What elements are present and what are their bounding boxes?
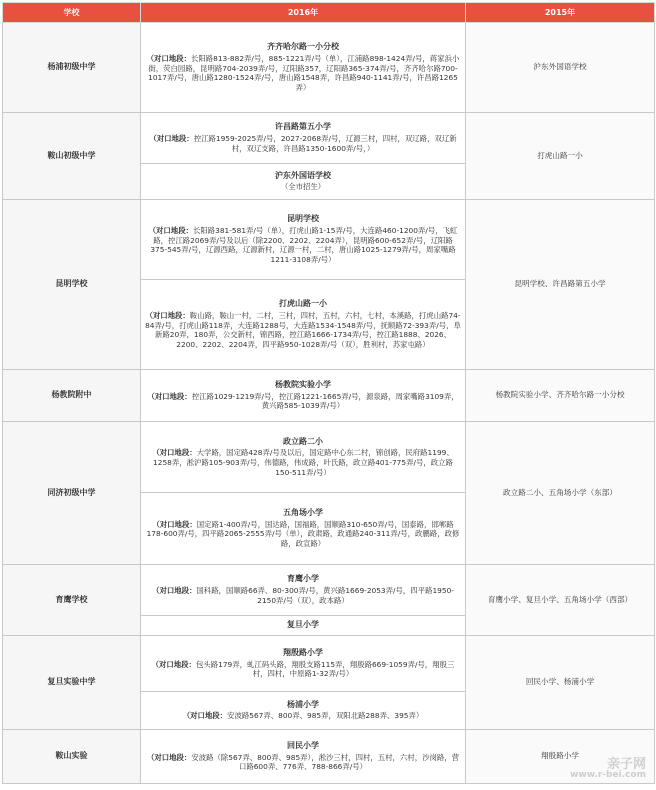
school-2015: 杨教院实验小学、齐齐哈尔路一小分校 (466, 370, 655, 422)
table-row (3, 113, 655, 164)
primary-school-name: 昆明学校 (145, 214, 461, 225)
school-2015: 翔殷路小学 (466, 730, 655, 784)
assigned-primary-block (141, 164, 466, 200)
primary-school-name: 育鹰小学 (145, 574, 461, 585)
assigned-primary-block (141, 730, 466, 784)
district-text: 包头路179弄，虬江码头路，翔殷支路115弄，翔殷路669-1059弄/号，翔殷三村，四村，中原路1-32弄/号） (196, 660, 454, 679)
school-name: 杨浦初级中学 (3, 23, 141, 113)
school-2015: 政立路二小、五角场小学（东部） (466, 422, 655, 565)
primary-school-name: 打虎山路一小 (145, 299, 461, 310)
watermark-line1: 亲子网 (570, 758, 646, 771)
school-name: 鞍山实验 (3, 730, 141, 784)
assigned-primary-block (141, 23, 466, 113)
school-name: 杨教院附中 (3, 370, 141, 422)
district-text: 国科路，国顺路66弄、80-300弄/号，黄兴路1669-2053弄/号，四平路1950-2150弄/号（双），政本路） (196, 586, 454, 605)
school-2015: 沪东外国语学校 (466, 23, 655, 113)
header-school: 学校 (3, 3, 141, 23)
district-label: （对口地段： (149, 226, 193, 235)
header-2015: 2015年 (466, 3, 655, 23)
district-label: （对口地段： (145, 311, 189, 320)
assigned-primary-block (141, 636, 466, 692)
school-name: 复旦实验中学 (3, 636, 141, 730)
district-text: 控江路1959-2025弄/号，2027-2068弄/号，辽源三村，四村，双辽路，双辽新村，双辽支路，许昌路1350-1600弄/号，） (194, 134, 457, 153)
district-label: （对口地段： (147, 54, 191, 63)
primary-school-name: 杨浦小学 (145, 700, 461, 711)
district-text: 长阳路381-581弄/号（单），打虎山路1-15弄/号，大连路460-1200弄/号，飞虹路，控江路2069弄/号及以后（除2200、2202、2204弄），昆明路600-652弄/号，辽阳路375-545弄/号，辽源西路，辽源新村，辽源一村，二村，唐山路1025-1279弄/号，周家嘴路1211-3108弄/号） (150, 226, 457, 264)
school-name: 昆明学校 (3, 200, 141, 370)
table-row (3, 636, 655, 692)
district-text: 安波路（除567弄、800弄、985弄），淞沙三村，四村，五村，六村，沙岗路，营口路600弄、776弄、788-866弄/号） (191, 753, 459, 772)
table-row (3, 23, 655, 113)
assigned-primary-block (141, 370, 466, 422)
district-text: 安波路567弄、800弄、985弄，双阳北路288弄、395弄） (227, 711, 423, 720)
assigned-primary-block (141, 280, 466, 370)
school-name: 同济初级中学 (3, 422, 141, 565)
primary-school-name: 回民小学 (145, 741, 461, 752)
district-label: （对口地段： (152, 660, 196, 669)
district-text: 国定路1-400弄/号，国达路，国福路，国顺路310-650弄/号，国泰路，邯郸路178-600弄/号，四平路2065-2555弄/号（单），政肃路，政通路240-311弄/号，政鹏路，政修路，政宣路） (147, 520, 460, 549)
primary-school-name: 翔殷路小学 (145, 648, 461, 659)
assigned-primary-block (141, 493, 466, 565)
watermark-line2: www.r-bei.com (570, 771, 646, 780)
primary-school-name: 五角场小学 (145, 508, 461, 519)
district-label: （对口地段： (147, 753, 191, 762)
school-2015: 昆明学校、许昌路第五小学 (466, 200, 655, 370)
school-name: 鞍山初级中学 (3, 113, 141, 200)
district-label: （对口地段： (147, 392, 191, 401)
district-text: 鞍山路，鞍山一村，二村，三村，四村，五村，六村，七村，本溪路，打虎山路74-84弄/号，打虎山路118弄，大连路1288号，大连路1534-1548弄/号，抚顺路72-393弄/号，阜新路20弄，180弄，公交新村，锦西路，控江路1666-1734弄/号，控江路1888、2026、2200、2202、2204弄，四平路950-1028弄/号（双），胜利村，苏家屯路） (145, 311, 461, 349)
school-name: 育鹰学校 (3, 565, 141, 636)
primary-school-name: 复旦小学 (145, 620, 461, 631)
primary-school-name: 杨教院实验小学 (145, 380, 461, 391)
assigned-primary-block (141, 616, 466, 636)
assigned-primary-block (141, 422, 466, 493)
district-label: （对口地段： (152, 448, 196, 457)
school-table (2, 2, 655, 784)
primary-school-name: 许昌路第五小学 (145, 122, 461, 133)
school-2015: 回民小学、杨浦小学 (466, 636, 655, 730)
assigned-primary-block (141, 692, 466, 730)
district-text: 控江路1029-1219弄/号，控江路1221-1665弄/号，源泉路，周家嘴路3109弄，黄兴路585-1039弄/号） (192, 392, 459, 411)
district-text: 大学路，国定路428弄/号及以后，国定路中心东二村，锦创路，民府路1199、1258弄，淞沪路105-903弄/号，伟德路，伟成路，叶氏路，政立路401-775弄/号，政立路150-511弄/号） (153, 448, 454, 477)
district-label: （对口地段： (183, 711, 227, 720)
primary-school-name: 齐齐哈尔路一小分校 (145, 42, 461, 53)
school-2015: 打虎山路一小 (466, 113, 655, 200)
assigned-primary-block (141, 200, 466, 280)
watermark (570, 758, 646, 780)
table-row (3, 422, 655, 493)
table-row (3, 370, 655, 422)
table-row (3, 200, 655, 280)
header-row (3, 3, 655, 23)
district-text: 长阳路813-882弄/号，885-1221弄/号（单），江浦路898-1424弄/号，蒋家浜小街，荧白园路，昆明路704-2039弄/号，辽阳路357，辽阳路365-374弄/号，齐齐哈尔路700-1017弄/号，唐山路1280-1524弄/号，唐山路1548弄，许昌路940-1141弄/号，许昌路1265弄） (148, 54, 459, 92)
primary-school-name: 政立路二小 (145, 437, 461, 448)
header-2016: 2016年 (141, 3, 466, 23)
enrollment-note: （全市招生） (281, 182, 325, 191)
district-label: （对口地段： (152, 520, 196, 529)
assigned-primary-block (141, 113, 466, 164)
table-row (3, 730, 655, 784)
primary-school-name: 沪东外国语学校 (145, 171, 461, 182)
assigned-primary-block (141, 565, 466, 616)
school-2015: 育鹰小学、复旦小学、五角场小学（西部） (466, 565, 655, 636)
district-label: （对口地段： (152, 586, 196, 595)
district-label: （对口地段： (149, 134, 193, 143)
table-row (3, 565, 655, 616)
